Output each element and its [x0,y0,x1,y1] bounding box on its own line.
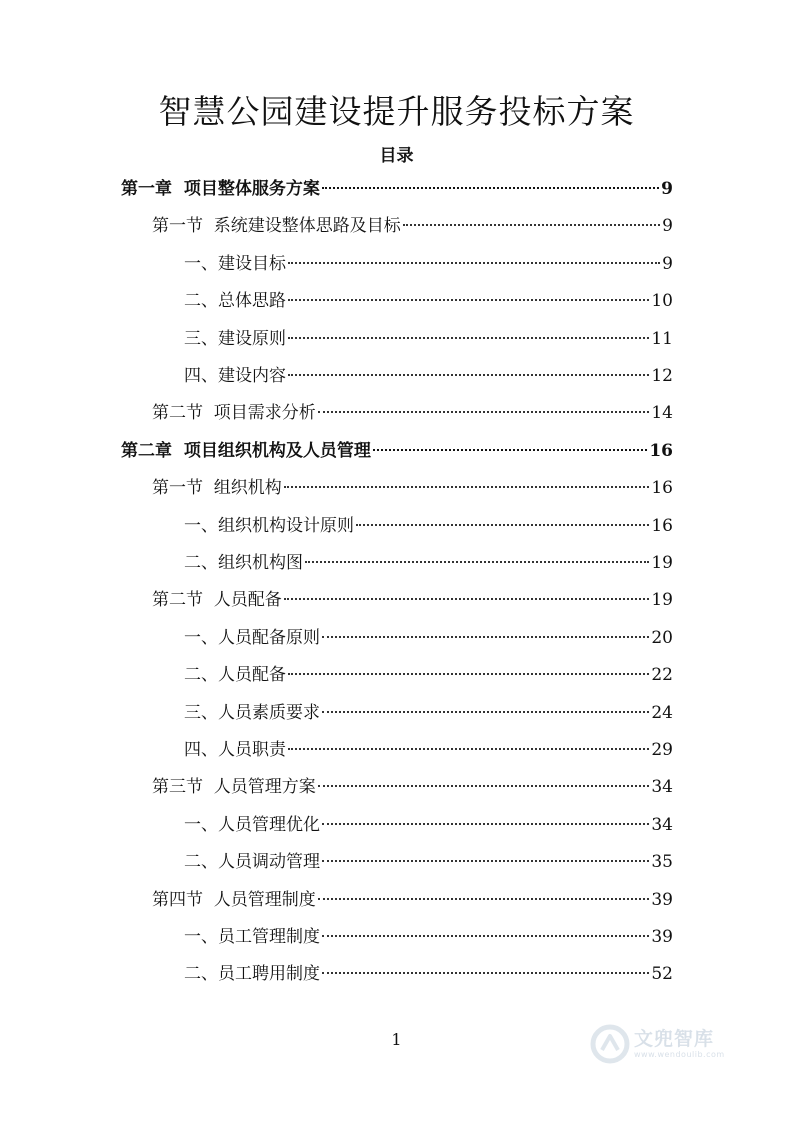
toc-entry-title: 一、人员配备原则 [184,628,320,648]
toc-entry-page: 9 [662,216,673,236]
toc-entry-title: 第二章 项目组织机构及人员管理 [121,441,371,461]
watermark-logo-icon [590,1024,630,1064]
toc-entry[interactable] [152,887,673,913]
toc-dot-leader [322,972,649,974]
toc-entry-title: 二、人员调动管理 [184,852,320,872]
toc-entry[interactable] [152,213,673,239]
toc-entry-page: 35 [651,852,673,872]
toc-dot-leader [322,636,649,638]
toc-entry-title: 第一节 组织机构 [152,478,282,498]
toc-entry-title: 一、组织机构设计原则 [184,516,354,536]
toc-dot-leader [288,262,660,264]
toc-entry-page: 34 [651,815,673,835]
toc-entry-page: 29 [651,740,673,760]
toc-entry-page: 16 [649,441,673,461]
watermark-url: www.wendoulib.com [634,1050,725,1059]
toc-entry-page: 52 [651,964,673,984]
toc-entry-page: 9 [661,179,673,199]
toc-entry[interactable] [152,774,673,800]
toc-dot-leader [322,860,649,862]
toc-entry-title: 二、总体思路 [184,291,286,311]
toc-entry-title: 一、人员管理优化 [184,815,320,835]
toc-entry-title: 第二节 项目需求分析 [152,403,316,423]
toc-dot-leader [288,748,649,750]
toc-entry-page: 14 [651,403,673,423]
toc-dot-leader [322,935,649,937]
toc-entry-title: 第一节 系统建设整体思路及目标 [152,216,401,236]
toc-entry-page: 39 [651,890,673,910]
toc-entry-page: 34 [651,777,673,797]
toc-entry-page: 20 [651,628,673,648]
page-number: 1 [391,1030,402,1049]
toc-dot-leader [322,187,659,189]
toc-entry[interactable] [184,812,673,838]
toc-entry-title: 第二节 人员配备 [152,590,282,610]
toc-dot-leader [288,673,649,675]
toc-entry[interactable] [184,513,673,539]
toc-heading: 目录 [379,146,414,166]
toc-entry-page: 39 [651,927,673,947]
toc-entry-title: 二、员工聘用制度 [184,964,320,984]
toc-entry[interactable] [184,961,673,987]
toc-entry-page: 11 [651,329,673,349]
toc-dot-leader [288,299,649,301]
toc-dot-leader [284,486,650,488]
toc-dot-leader [403,224,660,226]
toc-entry-page: 16 [651,516,673,536]
toc-entry[interactable] [184,849,673,875]
toc-entry[interactable] [184,363,673,389]
toc-dot-leader [373,449,647,451]
toc-dot-leader [284,598,650,600]
toc-entry-page: 10 [651,291,673,311]
toc-entry-title: 一、建设目标 [184,254,286,274]
toc-entry-page: 12 [651,366,673,386]
toc-entry-title: 第三节 人员管理方案 [152,777,316,797]
toc-entry[interactable] [121,438,673,464]
toc-entry[interactable] [184,662,673,688]
toc-entry[interactable] [184,625,673,651]
toc-entry-page: 24 [651,703,673,723]
toc-dot-leader [356,524,649,526]
toc-dot-leader [288,337,649,339]
toc-entry[interactable] [184,326,673,352]
toc-entry-page: 19 [651,590,673,610]
toc-entry[interactable] [184,550,673,576]
toc-entry-title: 第一章 项目整体服务方案 [121,179,320,199]
toc-entry-page: 22 [651,665,673,685]
toc-entry[interactable] [184,737,673,763]
toc-entry-title: 第四节 人员管理制度 [152,890,316,910]
toc-entry-title: 二、组织机构图 [184,553,303,573]
toc-entry[interactable] [184,251,673,277]
toc-entry[interactable] [152,400,673,426]
toc-entry[interactable] [152,587,673,613]
toc-entry-title: 二、人员配备 [184,665,286,685]
watermark [590,1024,725,1064]
toc-entry-page: 16 [651,478,673,498]
toc-dot-leader [318,411,650,413]
toc-entry-title: 四、建设内容 [184,366,286,386]
toc-dot-leader [318,898,650,900]
toc-entry-title: 一、员工管理制度 [184,927,320,947]
document-title: 智慧公园建设提升服务投标方案 [158,92,635,131]
toc-dot-leader [322,711,649,713]
toc-entry[interactable] [121,176,673,202]
toc-entry-title: 三、建设原则 [184,329,286,349]
toc-dot-leader [318,785,650,787]
toc-entry[interactable] [184,288,673,314]
toc-dot-leader [288,374,649,376]
toc-entry[interactable] [184,924,673,950]
watermark-name: 文兜智库 [634,1028,715,1050]
toc-entry[interactable] [152,475,673,501]
toc-entry-page: 19 [651,553,673,573]
toc-dot-leader [322,823,649,825]
toc-dot-leader [305,561,649,563]
toc-entry-title: 四、人员职责 [184,740,286,760]
toc-entry[interactable] [184,700,673,726]
toc-entry-title: 三、人员素质要求 [184,703,320,723]
toc-entry-page: 9 [662,254,673,274]
